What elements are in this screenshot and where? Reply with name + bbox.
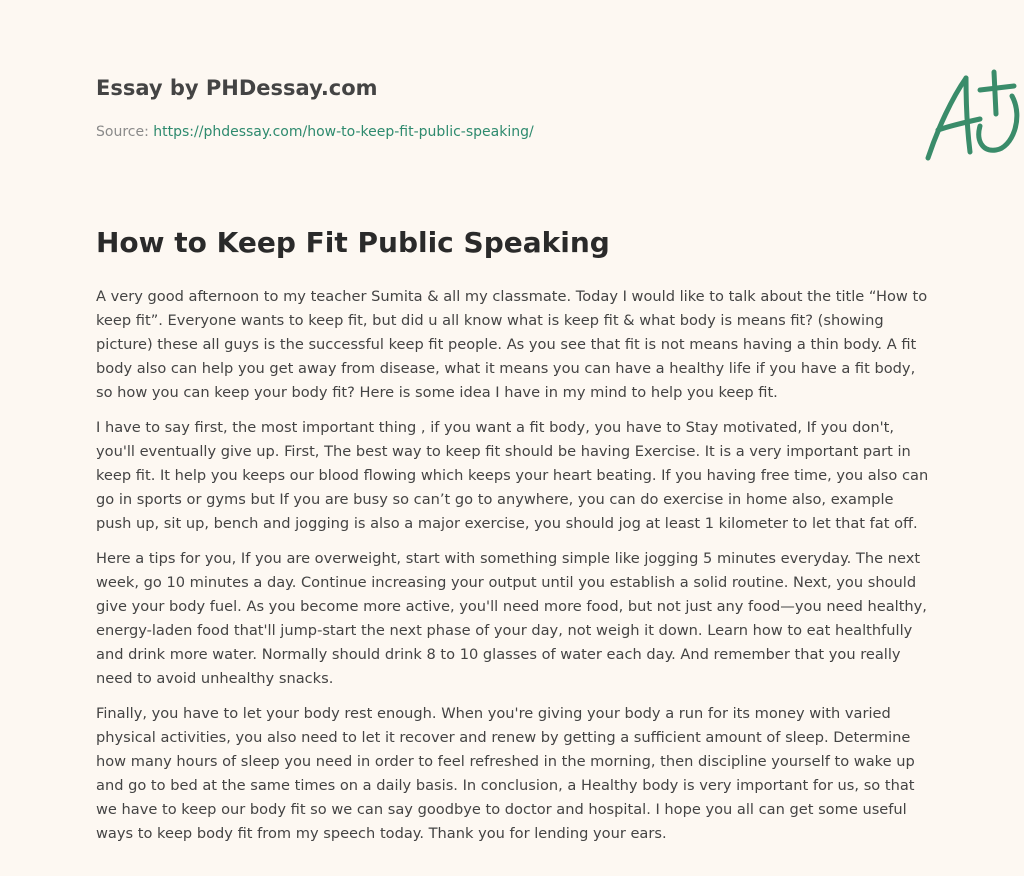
a-plus-grade-logo-icon	[916, 66, 1024, 166]
site-title: Essay by PHDessay.com	[96, 76, 378, 100]
source-line	[96, 124, 534, 140]
essay-paragraph-4: Finally, you have to let your body rest enough. When you're giving your body a run for its money with varied physical activities, you also need to let it recover and renew by getting a sufficient amount of sleep. Determine how many hours of sleep you need in order to feel refreshed in the morning, then discipline yourself to wake up and go to bed at the same times on a daily basis. In conclusion, a Healthy body is very important for us, so that we have to keep our body fit so we can say goodbye to doctor and hospital. I hope you all can get some useful ways to keep body fit from my speech today. Thank you for lending your ears.	[96, 705, 915, 842]
essay-title: How to Keep Fit Public Speaking	[96, 226, 610, 259]
source-label: Source:	[96, 124, 154, 140]
essay-paragraph-1: A very good afternoon to my teacher Sumita & all my classmate. Today I would like to talk about the title “How to keep fit”. Everyone wants to keep fit, but did u all know what is keep fit & what body is means fit? (showing picture) these all guys is the successful keep fit people. As you see that fit is not means having a thin body. A fit body also can help you get away from disease, what it means you can have a healthy life if you have a fit body, so how you can keep your body fit? Here is some idea I have in my mind to help you keep fit.	[96, 288, 928, 401]
essay-paragraph-3: Here a tips for you, If you are overweight, start with something simple like jogging 5 minutes everyday. The next week, go 10 minutes a day. Continue increasing your output until you establish a solid routine. Next, you should give your body fuel. As you become more active, you'll need more food, but not just any food—you need healthy, energy-laden food that'll jump-start the next phase of your day, not weigh it down. Learn how to eat healthfully and drink more water. Normally should drink 8 to 10 glasses of water each day. And remember that you really need to avoid unhealthy snacks.	[96, 550, 927, 687]
essay-body	[96, 285, 932, 857]
essay-paragraph-2: I have to say first, the most important thing , if you want a fit body, you have to Stay motivated, If you don't, you'll eventually give up. First, The best way to keep fit should be having Exercise. It is a very important part in keep fit. It help you keeps our blood flowing which keeps your heart beating. If you having free time, you also can go in sports or gyms but If you are busy so can’t go to anywhere, you can do exercise in home also, example push up, sit up, bench and jogging is also a major exercise, you should jog at least 1 kilometer to let that fat off.	[96, 419, 929, 532]
source-link[interactable]: https://phdessay.com/how-to-keep-fit-public-speaking/	[153, 124, 534, 140]
